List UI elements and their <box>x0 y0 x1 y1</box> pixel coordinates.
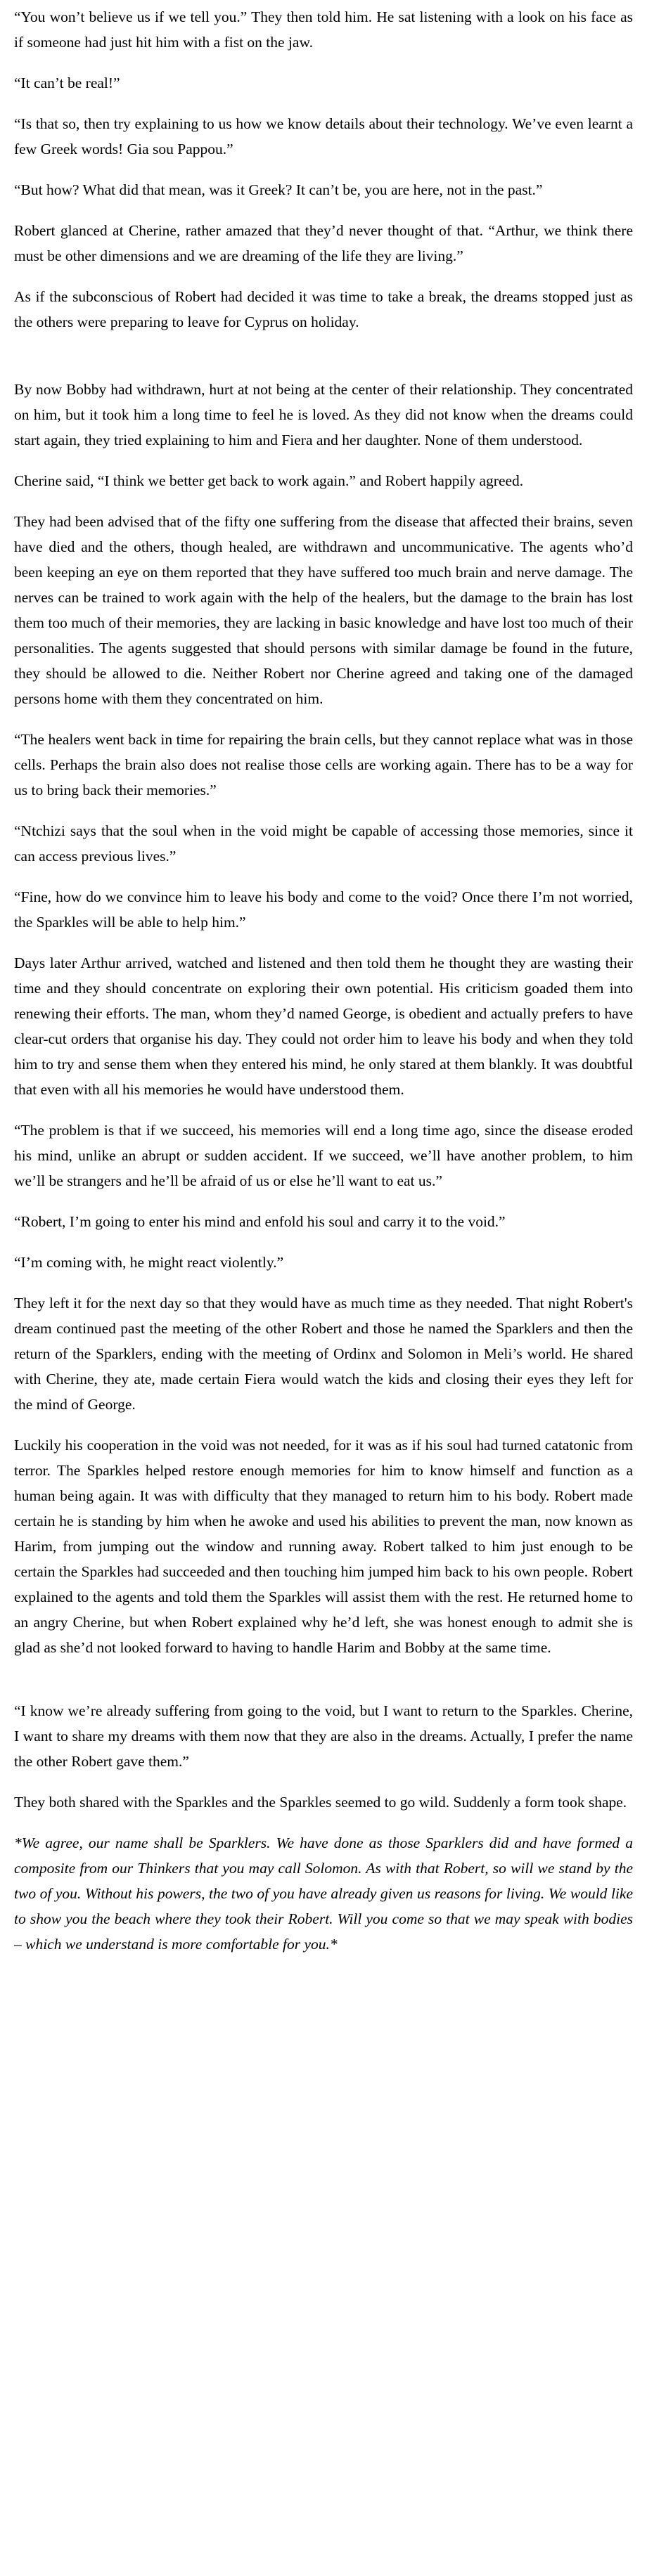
paragraph: “It can’t be real!” <box>14 75 120 91</box>
paragraph: As if the subconscious of Robert had decided it was time to take a break, the dreams stopped just as the others were preparing to leave for Cyprus on holiday. <box>14 288 633 330</box>
paragraph: They both shared with the Sparkles and the Sparkles seemed to go wild. Suddenly a form took shape. <box>14 1794 627 1811</box>
paragraph-italic: *We agree, our name shall be Sparklers. We have done as those Sparklers did and have formed a composite from our Thinkers that you may call Solomon. As with that Robert, so will we stand by the two of you. Without his powers, the two of you have already given us reasons for living. We would like to show you the beach where they took their Robert. Will you come so that we may speak with bodies – which we understand is more comfortable for you.* <box>14 1834 633 1953</box>
paragraph: Robert glanced at Cherine, rather amazed that they’d never thought of that. “Arthur, we think there must be other dimensions and we are dreaming of the life they are living.” <box>14 222 633 264</box>
paragraph: They left it for the next day so that they would have as much time as they needed. That night Robert's dream continued past the meeting of the other Robert and those he named the Sparklers and then the return of the Sparklers, ending with the meeting of Ordinx and Solomon in Meli’s world. He shared with Cherine, they ate, made certain Fiera would watch the kids and closing their eyes they left for the mind of George. <box>14 1295 633 1413</box>
paragraph: “The healers went back in time for repairing the brain cells, but they cannot replace what was in those cells. Perhaps the brain also does not realise those cells are working again. There has to be a way for us to bring back their memories.” <box>14 731 633 798</box>
paragraph: By now Bobby had withdrawn, hurt at not being at the center of their relationship. They concentrated on him, but it took him a long time to feel he is loved. As they did not know when the dreams could start again, they tried explaining to him and Fiera and her daughter. None of them understood. <box>14 381 633 448</box>
paragraph: Luckily his cooperation in the void was not needed, for it was as if his soul had turned catatonic from terror. The Sparkles helped restore enough memories for him to know himself and function as a human being again. It was with difficulty that they managed to return him to his body. Robert made certain he is standing by him when he awoke and used his abilities to prevent the man, now known as Harim, from jumping out the window and running away. Robert talked to him just enough to be certain the Sparkles had succeeded and then touching him jumped him back to his own people. Robert explained to the agents and told them the Sparkles will assist them with the rest. He returned home to an angry Cherine, but when Robert explained why he’d left, she was honest enough to admit she is glad as she’d not looked forward to having to handle Harim and Bobby at the same time. <box>14 1437 633 1656</box>
document-body <box>14 0 633 1957</box>
paragraph: Days later Arthur arrived, watched and listened and then told them he thought they are wasting their time and they should concentrate on exploring their own potential. His criticism goaded them into renewing their efforts. The man, whom they’d named George, is obedient and actually prefers to have clear-cut orders that organise his day. They could not order him to leave his body and when they told him to try and sense them when they entered his mind, he only stared at them blankly. It was doubtful that even with all his memories he would have understood them. <box>14 954 633 1098</box>
paragraph: “You won’t believe us if we tell you.” They then told him. He sat listening with a look on his face as if someone had just hit him with a fist on the jaw. <box>14 8 633 51</box>
paragraph: “I’m coming with, he might react violently.” <box>14 1254 284 1271</box>
paragraph: “Robert, I’m going to enter his mind and enfold his soul and carry it to the void.” <box>14 1213 506 1230</box>
paragraph: Cherine said, “I think we better get back to work again.” and Robert happily agreed. <box>14 472 524 489</box>
paragraph: “The problem is that if we succeed, his memories will end a long time ago, since the disease eroded his mind, unlike an abrupt or sudden accident. If we succeed, we’ll have another problem, to him we’ll be strangers and he’ll be afraid of us or else he’ll want to eat us.” <box>14 1122 633 1189</box>
paragraph: They had been advised that of the fifty one suffering from the disease that affected their brains, seven have died and the others, though healed, are withdrawn and uncommunicative. The agents who’d been keeping an eye on them reported that they have suffered too much brain and nerve damage. The nerves can be trained to work again with the help of the healers, but the damage to the brain has lost them too much of their memories, they are lacking in basic knowledge and have lost too much of their personalities. The agents suggested that should persons with similar damage be found in the future, they should be allowed to die. Neither Robert nor Cherine agreed and taking one of the damaged persons home with them they concentrated on him. <box>14 513 633 707</box>
paragraph: “But how? What did that mean, was it Greek? It can’t be, you are here, not in the past.” <box>14 181 543 198</box>
paragraph: “Ntchizi says that the soul when in the void might be capable of accessing those memories, since it can access previous lives.” <box>14 822 633 865</box>
paragraph: “Is that so, then try explaining to us how we know details about their technology. We’ve even learnt a few Greek words! Gia sou Pappou.” <box>14 115 633 157</box>
paragraph: “I know we’re already suffering from going to the void, but I want to return to the Sparkles. Cherine, I want to share my dreams with them now that they are also in the dreams. Actually, I prefer the name the other Robert gave them.” <box>14 1702 633 1770</box>
paragraph: “Fine, how do we convince him to leave his body and come to the void? Once there I’m not worried, the Sparkles will be able to help him.” <box>14 888 633 931</box>
